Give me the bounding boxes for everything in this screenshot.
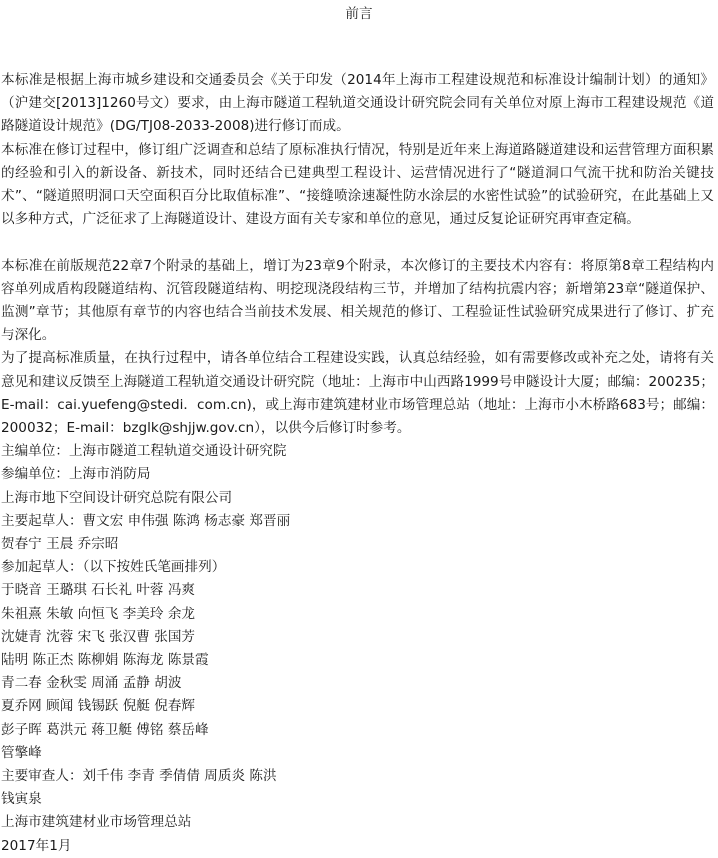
paragraph-feedback: 为了提高标准质量，在执行过程中，请各单位结合工程建设实践，认真总结经验，如有需要修改或补充之处，请将有关意见和建议反馈至上海隧道工程轨道交通设计研究院（地址：上海市中山西路1999号申隧设计大厦；邮编：200235；E-mail：cai.yuefeng@stedi．com.cn)，或上海市建筑建材业市场管理总站（地址：上海市小木桥路683号；邮编：200032；E-mail：bzglk@shjjw.gov.cn），以供今后修订时参考。 — [1, 350, 714, 437]
paragraph-revision-content: 本标准在前版规范22章7个附录的基础上，增订为23章9个附录，本次修订的主要技术内容有：将原第8章工程结构内容单列成盾构段隧道结构、沉管段隧道结构、明挖现浇段结构三节，并增加了结构抗震内容；新增第23章“隧道保护、监测”章节；其他原有章节的内容也结合当前技术发展、相关规范的修订、工程验证性试验研究成果进行了修订、扩充与深化。 — [1, 257, 714, 344]
document-title: 前言 — [345, 6, 373, 22]
paragraph-revision-process: 本标准在修订过程中，修订组广泛调查和总结了原标准执行情况，特别是近年来上海道路隧道建设和运营管理方面积累的经验和引入的新设备、新技术，同时还结合已建典型工程设计、运营情况进行了“隧道洞口气流干扰和防治关键技术”、“隧道照明洞口天空面积百分比取值标准”、“接缝喷涂速凝性防水涂层的水密性试验”的试验研究，在此基础上又以多种方式，广泛征求了上海隧道设计、建设方面有关专家和单位的意见，通过反复论证研究再审查定稿。 — [1, 141, 714, 228]
issue-date: 2017年1月 — [1, 837, 72, 854]
drafters-row: 彭子晖 葛洪元 蒋卫艇 傅铭 蔡岳峰 — [1, 721, 209, 738]
participating-unit: 参编单位：上海市消防局 — [1, 466, 151, 483]
drafters-row: 夏乔网 顾闻 钱锡跃 倪艇 倪春辉 — [1, 698, 196, 715]
main-reviewers: 主要审查人：刘千伟 李青 季倩倩 周质炎 陈洪 — [1, 768, 277, 785]
participating-drafters-heading: 参加起草人：（以下按姓氏笔画排列） — [1, 559, 226, 576]
participating-unit-2: 上海市地下空间设计研究总院有限公司 — [1, 489, 233, 506]
chief-editor-unit: 主编单位：上海市隧道工程轨道交通设计研究院 — [1, 443, 287, 460]
drafters-row: 陆明 陈正杰 陈柳娟 陈海龙 陈景霞 — [1, 652, 209, 669]
paragraph-spacer — [0, 231, 718, 254]
credits-list — [0, 440, 718, 858]
main-drafters: 主要起草人：曹文宏 申伟强 陈鸿 杨志豪 郑晋丽 — [1, 512, 291, 529]
drafters-row: 沈婕青 沈蓉 宋飞 张汉曹 张国芳 — [1, 628, 196, 645]
drafters-row: 管擎峰 — [1, 744, 42, 761]
drafters-row: 于晓音 王璐琪 石长礼 叶蓉 冯爽 — [1, 582, 196, 599]
drafters-row: 青二春 金秋雯 周涌 孟静 胡波 — [1, 675, 182, 692]
drafters-row: 朱祖熹 朱敏 向恒飞 李美玲 余龙 — [1, 605, 196, 622]
title-spacer — [0, 26, 718, 69]
main-drafters-cont: 贺春宁 王晨 乔宗昭 — [1, 536, 119, 553]
issuing-organization: 上海市建筑建材业市场管理总站 — [1, 814, 192, 831]
main-reviewers-cont: 钱寅泉 — [1, 791, 42, 808]
paragraph-background: 本标准是根据上海市城乡建设和交通委员会《关于印发（2014年上海市工程建设规范和标准设计编制计划）的通知》（沪建交[2013]1260号文）要求，由上海市隧道工程轨道交通设计研究院会同有关单位对原上海市工程建设规范《道路隧道设计规范》(DG/TJ08-2033-2008)进行修订而成。 — [1, 72, 714, 135]
